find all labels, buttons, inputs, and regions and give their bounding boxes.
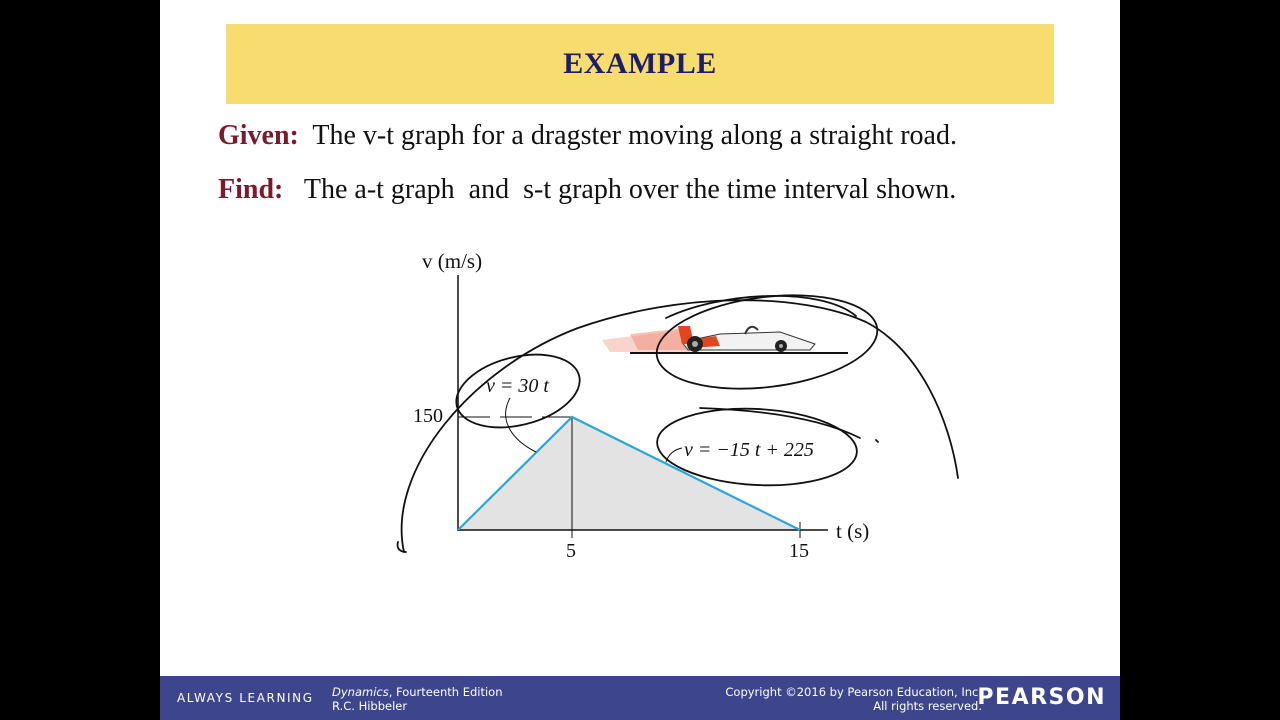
footer-bar — [160, 676, 1120, 720]
find-text: The a-t graph and s-t graph over the time interval shown. — [283, 174, 957, 205]
equation-rising: v = 30 t — [486, 375, 549, 397]
equation-falling: v = −15 t + 225 — [684, 439, 814, 461]
area-under-curve — [458, 417, 800, 530]
footer-tagline: ALWAYS LEARNING — [177, 691, 314, 705]
footer-rights-line: All rights reserved. — [873, 699, 982, 713]
footer-book-title: Dynamics — [332, 685, 389, 699]
t-axis-label: t (s) — [836, 519, 870, 543]
footer-copyright — [725, 685, 982, 713]
vt-graph-figure — [160, 0, 1120, 675]
given-text: The v-t graph for a dragster moving along a straight road. — [298, 120, 957, 151]
footer-copyright-line: Copyright ©2016 by Pearson Education, Inc. — [725, 685, 982, 699]
v-tick-150: 150 — [413, 405, 443, 427]
slide-title: EXAMPLE — [563, 47, 717, 80]
given-label: Given: — [218, 120, 299, 151]
pearson-logo: PEARSON — [977, 685, 1106, 710]
find-label: Find: — [218, 174, 284, 205]
t-tick-15: 15 — [789, 540, 809, 562]
v-axis-label: v (m/s) — [422, 249, 483, 273]
footer-author: R.C. Hibbeler — [332, 699, 408, 713]
footer-book-info — [332, 685, 502, 713]
footer-book-edition: , Fourteenth Edition — [388, 685, 503, 699]
slide — [160, 0, 1120, 720]
t-tick-5: 5 — [566, 540, 576, 562]
dragster-illustration — [602, 326, 848, 353]
